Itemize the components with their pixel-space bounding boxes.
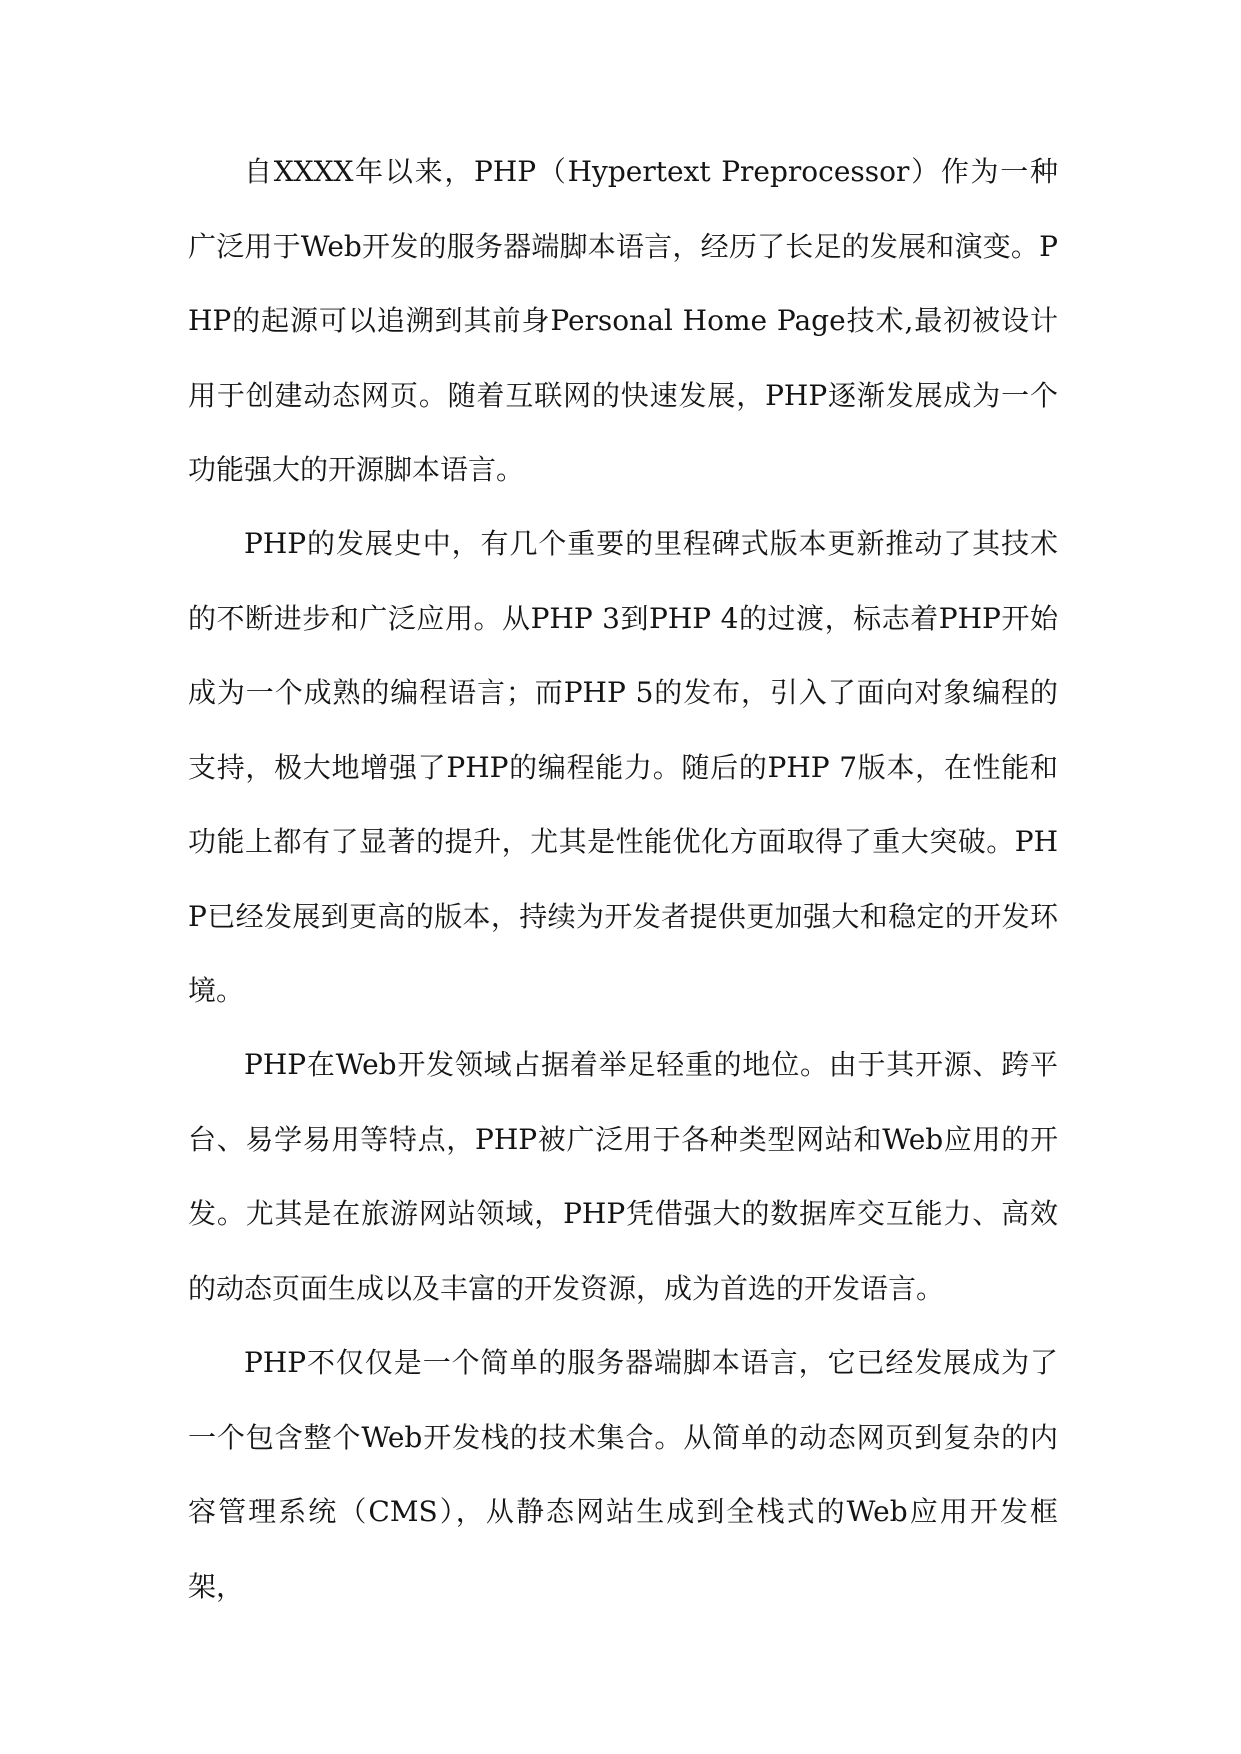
body-paragraph: PHP不仅仅是一个简单的服务器端脚本语言，它已经发展成为了一个包含整个Web开发栈的技术集合。从简单的动态网页到复杂的内容管理系统（CMS），从静态网站生成到全栈式的Web应用开发框架， <box>188 1346 1058 1603</box>
body-paragraph: 自XXXX年以来，PHP（Hypertext Preprocessor）作为一种广泛用于Web开发的服务器端脚本语言，经历了长足的发展和演变。PHP的起源可以追溯到其前身Personal Home Page技术,最初被设计用于创建动态网页。随着互联网的快速发展，PHP逐渐发展成为一个功能强大的开源脚本语言。 <box>188 155 1058 486</box>
body-paragraph: PHP的发展史中，有几个重要的里程碑式版本更新推动了其技术的不断进步和广泛应用。从PHP 3到PHP 4的过渡，标志着PHP开始成为一个成熟的编程语言；而PHP 5的发布，引入了面向对象编程的支持，极大地增强了PHP的编程能力。随后的PHP 7版本，在性能和功能上都有了显著的提升，尤其是性能优化方面取得了重大突破。PHP已经发展到更高的版本，持续为开发者提供更加强大和稳定的开发环境。 <box>188 527 1058 1007</box>
body-paragraph: PHP在Web开发领域占据着举足轻重的地位。由于其开源、跨平台、易学易用等特点，PHP被广泛用于各种类型网站和Web应用的开发。尤其是在旅游网站领域，PHP凭借强大的数据库交互能力、高效的动态页面生成以及丰富的开发资源，成为首选的开发语言。 <box>188 1048 1058 1305</box>
